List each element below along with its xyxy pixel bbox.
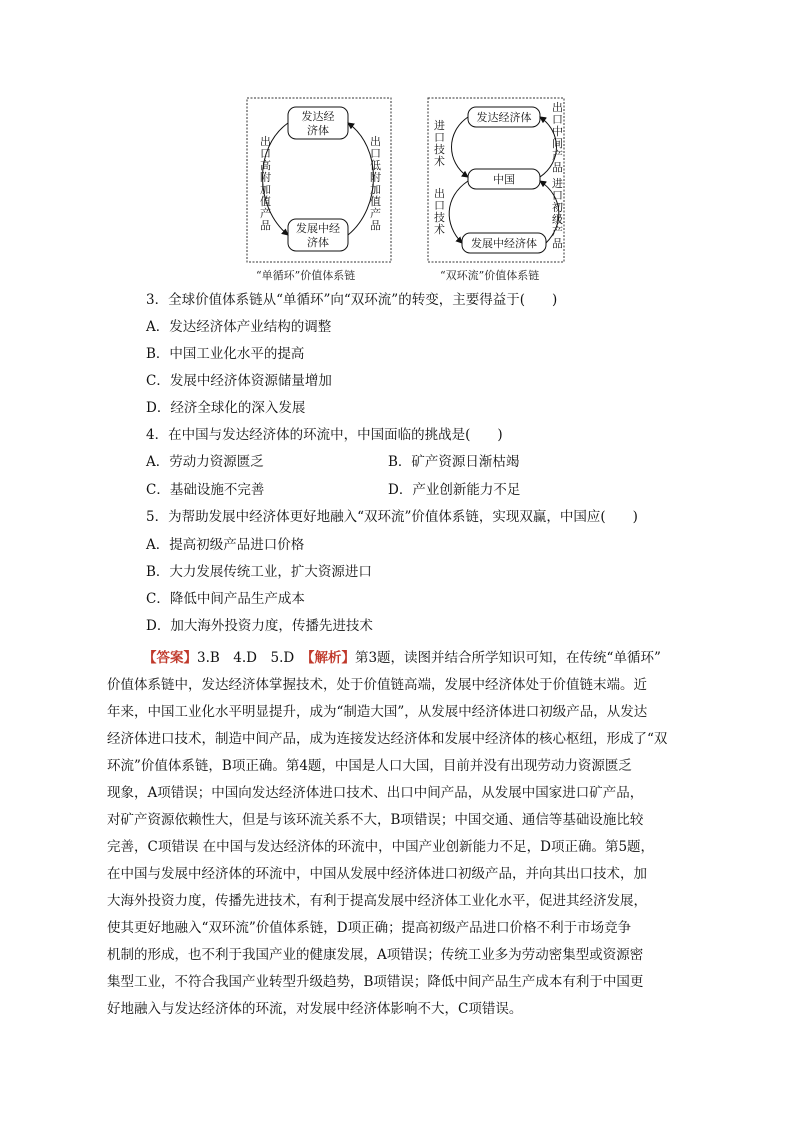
right-middle-box-text: 中国 (493, 173, 515, 186)
right-label-import-tech: 进口技术 (434, 119, 445, 168)
question-4-stem: 4．在中国与发达经济体的环流中，中国面临的挑战是( ) (146, 427, 503, 443)
analysis-tag: 【解析】 (307, 650, 355, 666)
analysis-line-4: 环流”价值体系链，B项正确。第4题，中国是人口大国，目前并没有出现劳动力资源匮乏 (107, 758, 632, 774)
right-figure-caption: “双环流”价值体系链 (440, 269, 540, 282)
value-chain-diagram (246, 97, 566, 287)
analysis-line-9: 大海外投资力度，传播先进技术，有利于提高发展中经济体工业化水平，促进其经济发展， (107, 893, 647, 909)
analysis-line-12: 集型工业，不符合我国产业转型升级趋势，B项错误；降低中间产品生产成本有利于中国更 (107, 974, 644, 990)
analysis-line-13: 好地融入与发达经济体的环流，对发展中经济体影响不大，C项错误。 (107, 1001, 523, 1017)
analysis-line-10: 使其更好地融入“双环流”价值体系链，D项正确；提高初级产品进口价格不利于市场竞争 (107, 920, 632, 936)
question-3-option-a[interactable]: A．发达经济体产业结构的调整 (146, 319, 332, 335)
answer-line-first (107, 645, 687, 672)
question-4-option-c[interactable]: C．基础设施不完善 (146, 482, 265, 498)
question-4-option-b[interactable]: B．矿产资源日渐枯竭 (388, 454, 520, 470)
export-tech-arrow (449, 181, 468, 243)
analysis-line-1: 价值体系链中，发达经济体掌握技术，处于价值链高端，发展中经济体处于价值链末端。近 (107, 677, 647, 693)
left-vertical-label-low: 出口低附加值产品 (370, 135, 381, 232)
left-vertical-label-high: 出口高附加值产品 (260, 135, 271, 232)
question-5-option-a[interactable]: A．提高初级产品进口价格 (146, 537, 305, 553)
right-label-export-intermediate: 出口中间产品 (552, 101, 563, 174)
question-3-option-b[interactable]: B．中国工业化水平的提高 (146, 346, 305, 362)
left-bottom-box-line2: 济体 (307, 236, 329, 249)
analysis-line-2: 年来，中国工业化水平明显提升，成为“制造大国”，从发展中经济体进口初级产品，从发达 (107, 704, 648, 720)
right-label-import-primary: 进口初级产品 (552, 177, 563, 250)
left-figure-caption: “单循环”价值体系链 (256, 269, 356, 282)
question-5-option-b[interactable]: B．大力发展传统工业，扩大资源进口 (146, 564, 372, 580)
answer-values: 3.B 4.D 5.D (197, 650, 308, 666)
answer-tag: 【答案】 (143, 650, 197, 666)
question-5-stem: 5．为帮助发展中经济体更好地融入“双环流”价值体系链，实现双赢，中国应( ) (146, 509, 638, 525)
analysis-line-3: 经济体进口技术，制造中间产品，成为连接发达经济体和发展中经济体的核心枢纽，形成了“双 (107, 731, 668, 747)
question-3-option-d[interactable]: D．经济全球化的深入发展 (146, 400, 306, 416)
question-3-stem: 3．全球价值体系链从“单循环”向“双环流”的转变，主要得益于( ) (146, 292, 558, 308)
left-top-box-line2: 济体 (307, 124, 329, 137)
question-3-option-c[interactable]: C．发展中经济体资源储量增加 (146, 373, 332, 389)
value-chain-figure (246, 97, 566, 287)
analysis-line-11: 机制的形成，也不利于我国产业的健康发展，A项错误；传统工业多为劳动密集型或资源密 (107, 947, 644, 963)
analysis-line-7: 完善，C项错误 在中国与发达经济体的环流中，中国产业创新能力不足，D项正确。第5题， (107, 839, 655, 855)
question-4-option-d[interactable]: D．产业创新能力不足 (388, 482, 521, 498)
analysis-line-0: 第3题，读图并结合所学知识可知，在传统“单循环” (354, 650, 661, 666)
analysis-line-6: 对矿产资源依赖性大，但是与该环流关系不大，B项错误；中国交通、通信等基础设施比较 (107, 812, 644, 828)
answer-analysis-section (107, 645, 687, 1023)
right-bottom-box-text: 发展中经济体 (471, 237, 537, 250)
question-5-option-c[interactable]: C．降低中间产品生产成本 (146, 591, 305, 607)
right-label-export-tech: 出口技术 (434, 187, 445, 236)
question-4-option-a[interactable]: A．劳动力资源匮乏 (146, 454, 264, 470)
question-5-option-d[interactable]: D．加大海外投资力度，传播先进技术 (146, 618, 373, 634)
analysis-line-5: 现象，A项错误；中国向发达经济体进口技术、出口中间产品，从发展中国家进口矿产品， (107, 785, 644, 801)
import-tech-arrow (452, 117, 469, 177)
right-top-box-text: 发达经济体 (476, 111, 532, 124)
left-top-box-line1: 发达经 (301, 110, 335, 123)
left-bottom-box-line1: 发展中经 (296, 222, 340, 235)
analysis-line-8: 在中国与发展中经济体的环流中，中国从发展中经济体进口初级产品，并向其出口技术，加 (107, 866, 647, 882)
